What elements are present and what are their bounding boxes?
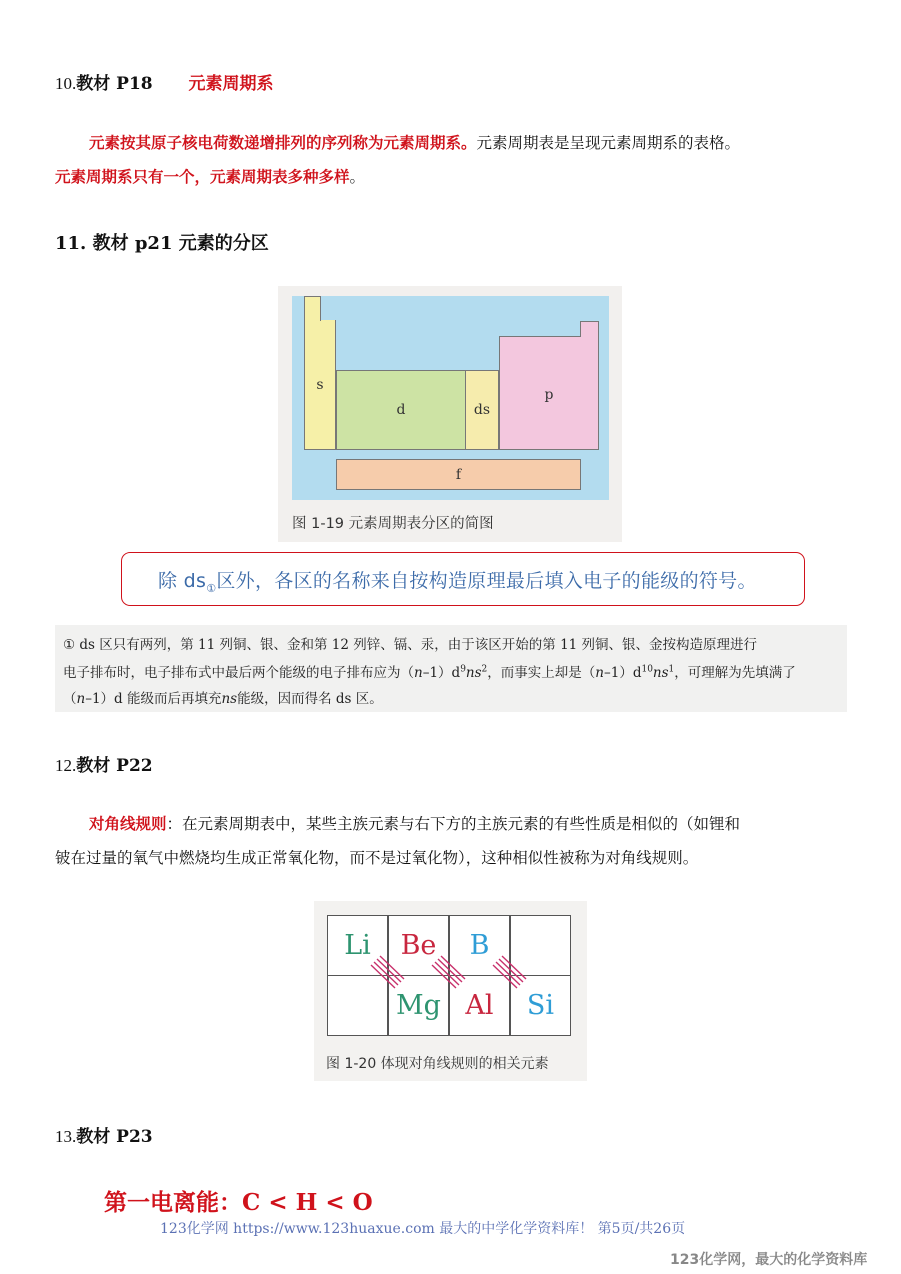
- s-block-label: s: [316, 376, 324, 393]
- element-cell-be: Be: [388, 915, 449, 976]
- section-title: 教材 P18: [76, 74, 153, 94]
- text: 2: [481, 664, 488, 675]
- text: ns: [652, 665, 669, 681]
- text: 10: [641, 664, 653, 675]
- element-cell-si: Si: [510, 975, 571, 1036]
- element-cell-mg: Mg: [388, 975, 449, 1036]
- note-callout: [121, 552, 805, 606]
- text: 能级，因而得名 ds 区。: [237, 691, 383, 707]
- page-footer: 123化学网 https://www.123huaxue.com 最大的中学化学资料库！ 第5页/共26页: [160, 1221, 686, 1237]
- text: ns: [221, 691, 238, 707]
- section-number: 12.: [55, 756, 77, 775]
- text: ，可理解为先填满了: [674, 665, 796, 681]
- periodic-table-blocks-figure: [278, 286, 622, 542]
- text: ns: [465, 665, 482, 681]
- watermark-text: 123化学网，最大的化学资料库: [670, 1252, 868, 1268]
- body-text: 铍在过量的氧气中燃烧均生成正常氧化物，而不是过氧化物），这种相似性被称为对角线规则。: [55, 849, 699, 867]
- s-block: [304, 320, 336, 450]
- diagonal-rule-figure: [314, 901, 587, 1081]
- ds-block: [465, 370, 499, 450]
- text: –1）d: [422, 665, 461, 681]
- text: （: [63, 691, 77, 707]
- f-block-label: f: [455, 466, 462, 483]
- text: 9: [460, 664, 466, 675]
- d-block-label: d: [396, 402, 406, 418]
- text: 1: [668, 664, 675, 675]
- text: –1）d 能级而后再填充: [85, 691, 222, 707]
- text: –1）d: [603, 665, 642, 681]
- figure-caption: 图 1-20 体现对角线规则的相关元素: [326, 1056, 549, 1072]
- text: n: [414, 665, 423, 681]
- section-10-heading: [55, 69, 274, 94]
- s-block-top: [304, 296, 321, 321]
- section-title: 教材 P23: [76, 1127, 153, 1147]
- text: ，而事实上却是（: [487, 665, 596, 681]
- footnote-line-1: ① ds 区只有两列，第 11 列铜、银、金和第 12 列锌、镉、汞，由于该区开始的第 11 列铜、银、金按构造原理进行: [63, 637, 758, 653]
- p-block-label: p: [544, 387, 554, 403]
- figure-background: [292, 296, 609, 500]
- f-block: [336, 459, 581, 490]
- body-text: 元素周期表是呈现元素周期系的表格。: [476, 134, 741, 152]
- footnote-marker: ①: [206, 581, 217, 595]
- definition-text: 元素按其原子核电荷数递增排列的序列称为元素周期系。: [89, 133, 477, 152]
- section-12-paragraph: [55, 807, 855, 875]
- hatch-be-al: [432, 956, 465, 988]
- section-number: 13.: [55, 1127, 77, 1146]
- hatch-li-mg: [371, 956, 404, 988]
- ds-block-label: ds: [473, 402, 491, 418]
- ionization-energy-statement: 第一电离能：C < H < O: [104, 1189, 373, 1216]
- note-text: [158, 566, 757, 595]
- section-topic: 元素周期系: [188, 74, 274, 94]
- hatch-b-si: [493, 956, 526, 988]
- key-point-text: 元素周期系只有一个，元素周期表多种多样: [55, 167, 350, 186]
- section-10-paragraph: [55, 126, 855, 194]
- section-number: 10.: [55, 74, 77, 93]
- footnote-line-3: [63, 687, 383, 707]
- term-text: 对角线规则: [89, 814, 167, 833]
- text: n: [595, 665, 604, 681]
- element-cell-al: Al: [449, 975, 510, 1036]
- text: 电子排布时，电子排布式中最后两个能级的电子排布应为（: [63, 665, 414, 681]
- p-block-top: [580, 321, 599, 337]
- footnote-box: [55, 625, 847, 712]
- d-block: [336, 370, 466, 450]
- p-block: [499, 336, 599, 450]
- figure-caption: 图 1-19 元素周期表分区的简图: [292, 516, 494, 532]
- body-text: ：在元素周期表中，某些主族元素与右下方的主族元素的有些性质是相似的（如锂和: [166, 815, 741, 833]
- section-13-heading: [55, 1122, 153, 1147]
- section-11-heading: 11. 教材 p21 元素的分区: [55, 233, 269, 254]
- section-title: 教材 P22: [76, 756, 153, 776]
- note-prefix: 除 ds: [158, 570, 207, 592]
- punctuation: 。: [349, 168, 366, 186]
- element-cell-b: B: [449, 915, 510, 976]
- section-12-heading: [55, 751, 153, 776]
- text: n: [76, 691, 86, 707]
- note-body: 区外，各区的名称来自按构造原理最后填入电子的能级的符号。: [216, 570, 757, 592]
- footnote-line-2: [63, 661, 796, 681]
- element-cell-li: Li: [327, 915, 388, 976]
- diagonal-hatch-marks: [314, 901, 587, 1051]
